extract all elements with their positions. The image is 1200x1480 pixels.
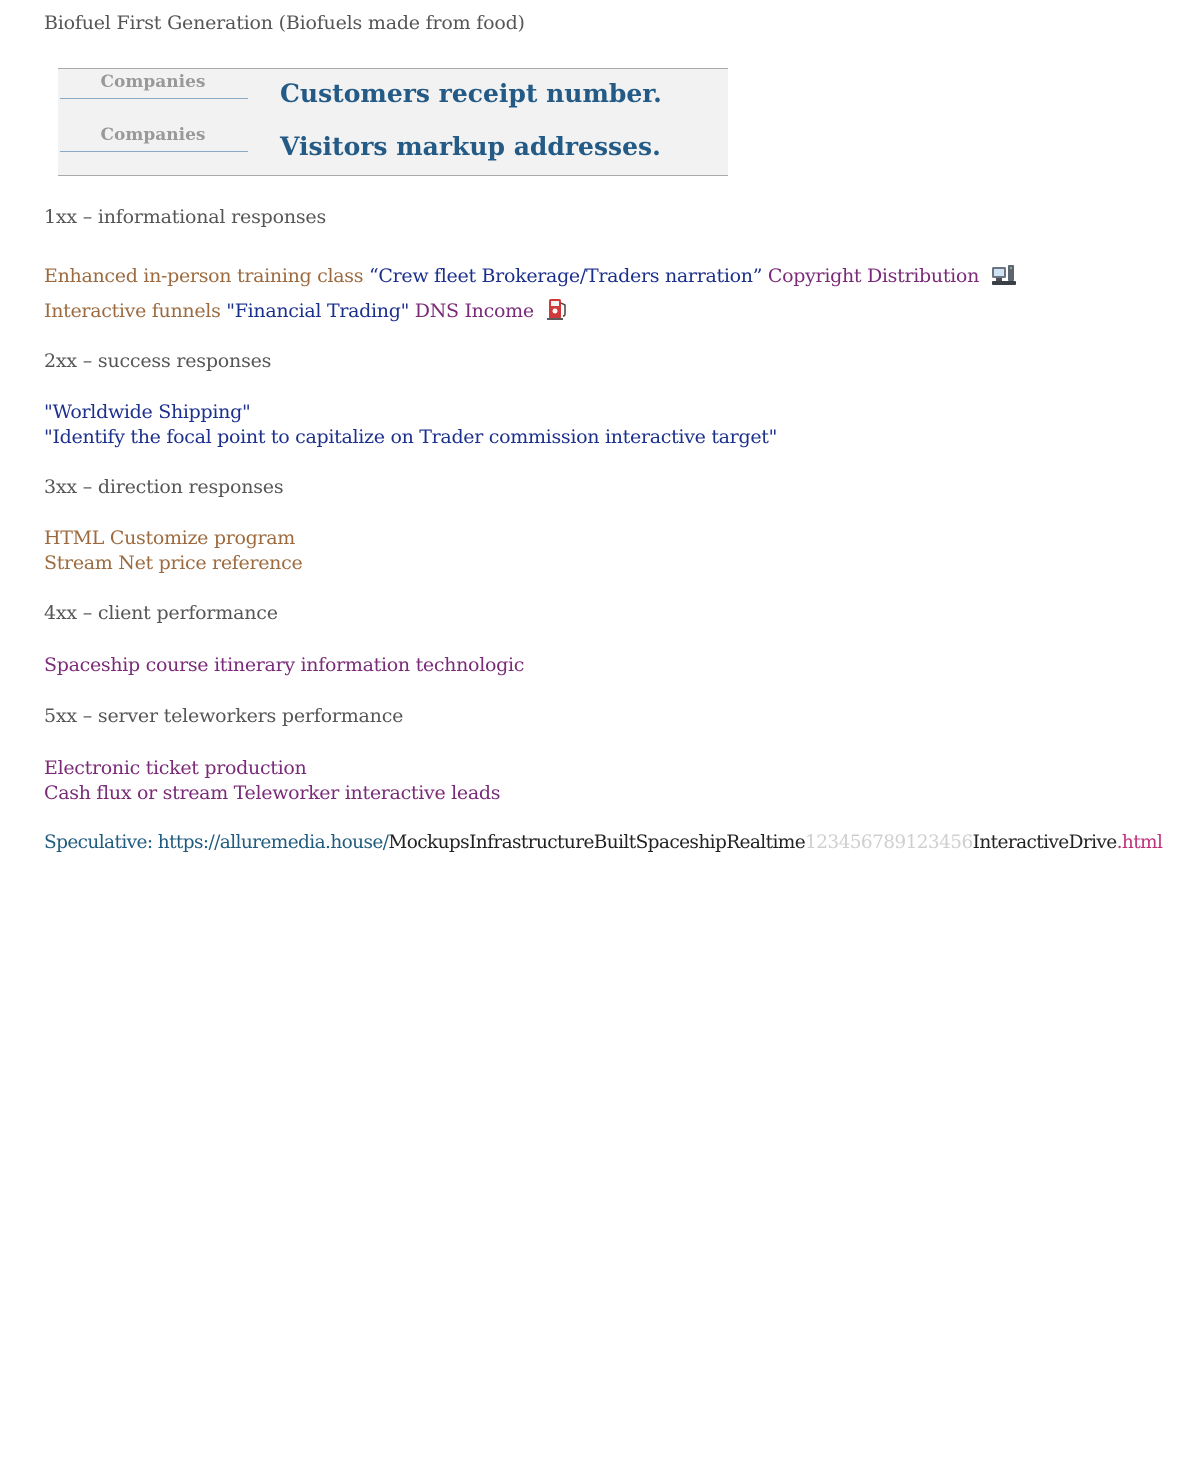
section-2xx-line-2: "Identify the focal point to capitalize on Trader commission interactive target" bbox=[44, 426, 778, 448]
box-value: Customers receipt number. bbox=[280, 79, 662, 108]
section-5xx-line-1: Electronic ticket production bbox=[44, 757, 307, 779]
box-row bbox=[58, 69, 728, 119]
computer-terminal-icon bbox=[991, 264, 1017, 291]
box-label: Companies bbox=[100, 125, 206, 145]
box-underline bbox=[60, 98, 248, 99]
section-heading-4xx: 4xx – client performance bbox=[44, 602, 278, 624]
url-tail: InteractiveDrive bbox=[972, 832, 1117, 853]
page-title: Biofuel First Generation (Biofuels made from food) bbox=[44, 12, 525, 34]
url-digits: 123456789123456 bbox=[805, 832, 973, 853]
section-heading-3xx: 3xx – direction responses bbox=[44, 476, 284, 498]
box-label: Companies bbox=[100, 72, 206, 92]
box-row bbox=[58, 122, 728, 172]
line-text-a: Enhanced in-person training class bbox=[44, 265, 364, 287]
box-underline bbox=[60, 151, 248, 152]
section-5xx-line-2: Cash flux or stream Teleworker interactive leads bbox=[44, 782, 501, 804]
fuel-pump-icon bbox=[546, 297, 568, 326]
section-4xx-line-1: Spaceship course itinerary information technologic bbox=[44, 654, 525, 676]
url-base[interactable]: https://alluremedia.house/ bbox=[157, 832, 389, 853]
line-text-b: “Crew fleet Brokerage/Traders narration” bbox=[368, 265, 763, 287]
url-path: MockupsInfrastructureBuiltSpaceshipRealtime bbox=[388, 832, 806, 853]
line-text-b: "Financial Trading" bbox=[226, 300, 410, 322]
line-text-a: Interactive funnels bbox=[44, 300, 221, 322]
url-label: Speculative: bbox=[44, 832, 153, 853]
box-value: Visitors markup addresses. bbox=[280, 132, 661, 161]
section-1xx-line-2 bbox=[44, 297, 568, 326]
line-text-c: Copyright Distribution bbox=[767, 265, 980, 287]
section-heading-2xx: 2xx – success responses bbox=[44, 350, 272, 372]
url-extension: .html bbox=[1116, 832, 1163, 853]
section-heading-5xx: 5xx – server teleworkers performance bbox=[44, 705, 404, 727]
section-1xx-line-1 bbox=[44, 264, 1017, 291]
section-heading-1xx: 1xx – informational responses bbox=[44, 206, 327, 228]
document bbox=[44, 10, 1194, 853]
info-box bbox=[58, 68, 728, 176]
section-3xx-line-2: Stream Net price reference bbox=[44, 552, 303, 574]
line-text-c: DNS Income bbox=[414, 300, 534, 322]
section-2xx-line-1: "Worldwide Shipping" bbox=[44, 401, 251, 423]
section-3xx-line-1: HTML Customize program bbox=[44, 527, 296, 549]
speculative-url-line bbox=[44, 832, 1162, 853]
